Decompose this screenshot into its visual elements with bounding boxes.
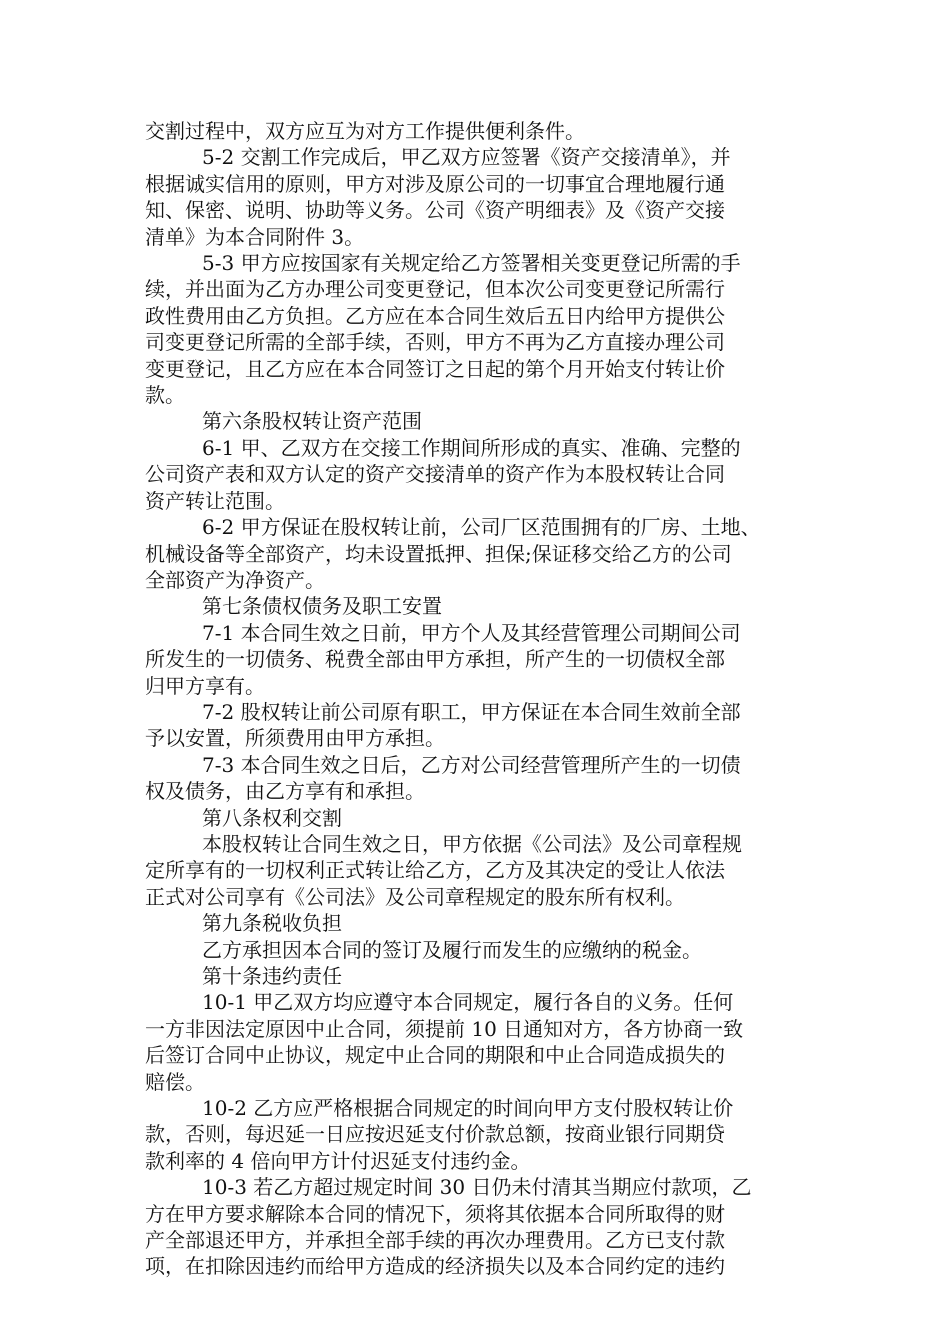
text-line: 款，否则，每迟延一日应按迟延支付价款总额，按商业银行同期贷 [145, 1122, 725, 1147]
text-line: 赔偿。 [145, 1069, 205, 1094]
paragraph [145, 620, 815, 699]
text-line: 清单》为本合同附件 3。 [145, 224, 365, 249]
text-line: 一方非因法定原因中止合同，须提前 10 日通知对方，各方协商一致 [145, 1016, 744, 1041]
text-line: 款利率的 4 倍向甲方计付迟延支付违约金。 [145, 1148, 531, 1173]
text-line: 乙方承担因本合同的签订及履行而发生的应缴纳的税金。 [202, 937, 702, 962]
text-line: 10-1 甲乙双方均应遵守本合同规定，履行各自的义务。任何 [202, 990, 734, 1015]
text-line: 予以安置，所须费用由甲方承担。 [145, 726, 445, 751]
paragraph [145, 989, 815, 1095]
text-line: 6-1 甲、乙双方在交接工作期间所形成的真实、准确、完整的 [202, 435, 741, 460]
text-line: 司变更登记所需的全部手续，否则，甲方不再为乙方直接办理公司 [145, 330, 725, 355]
document-body [145, 118, 815, 1280]
paragraph [145, 144, 815, 250]
paragraph [145, 1174, 815, 1280]
text-line: 政性费用由乙方负担。乙方应在本合同生效后五日内给甲方提供公 [145, 303, 725, 328]
text-line: 第六条股权转让资产范围 [202, 409, 422, 434]
text-line: 第九条税收负担 [202, 911, 342, 936]
text-line: 所发生的一切债务、税费全部由甲方承担，所产生的一切债权全部 [145, 647, 725, 672]
text-line: 根据诚实信用的原则，甲方对涉及原公司的一切事宜合理地履行通 [145, 171, 725, 196]
text-line: 第八条权利交割 [202, 805, 342, 830]
text-line: 方在甲方要求解除本合同的情况下，须将其依据本合同所取得的财 [145, 1201, 725, 1226]
text-line: 7-3 本合同生效之日后，乙方对公司经营管理所产生的一切债 [202, 752, 741, 777]
paragraph [145, 937, 815, 963]
text-line: 变更登记，且乙方应在本合同签订之日起的第个月开始支付转让价 [145, 356, 725, 381]
text-line: 7-2 股权转让前公司原有职工，甲方保证在本合同生效前全部 [202, 699, 741, 724]
text-line: 公司资产表和双方认定的资产交接清单的资产作为本股权转让合同 [145, 462, 725, 487]
paragraph [145, 831, 815, 910]
text-line: 全部资产为净资产。 [145, 567, 325, 592]
text-line: 6-2 甲方保证在股权转让前，公司厂区范围拥有的厂房、土地、 [202, 515, 761, 540]
text-line: 产全部退还甲方，并承担全部手续的再次办理费用。乙方已支付款 [145, 1228, 725, 1253]
text-line: 定所享有的一切权利正式转让给乙方，乙方及其决定的受让人依法 [145, 858, 725, 883]
paragraph [145, 1095, 815, 1174]
text-line: 后签订合同中止协议，规定中止合同的期限和中止合同造成损失的 [145, 1043, 725, 1068]
text-line: 交割过程中，双方应互为对方工作提供便利条件。 [145, 119, 585, 143]
paragraph [145, 408, 815, 434]
paragraph [145, 752, 815, 805]
text-line: 正式对公司享有《公司法》及公司章程规定的股东所有权利。 [145, 884, 685, 909]
text-line: 款。 [145, 383, 185, 408]
text-line: 10-2 乙方应严格根据合同规定的时间向甲方支付股权转让价 [202, 1096, 734, 1121]
paragraph [145, 699, 815, 752]
text-line: 知、保密、说明、协助等义务。公司《资产明细表》及《资产交接 [145, 198, 725, 223]
text-line: 第十条违约责任 [202, 964, 342, 988]
text-line: 10-3 若乙方超过规定时间 30 日仍未付清其当期应付款项，乙 [202, 1175, 752, 1200]
text-line: 权及债务，由乙方享有和承担。 [145, 779, 425, 804]
paragraph [145, 118, 815, 144]
text-line: 续，并出面为乙方办理公司变更登记，但本次公司变更登记所需行 [145, 277, 725, 302]
text-line: 5-3 甲方应按国家有关规定给乙方签署相关变更登记所需的手 [202, 251, 741, 276]
paragraph [145, 805, 815, 831]
paragraph [145, 250, 815, 408]
text-line: 7-1 本合同生效之日前，甲方个人及其经营管理公司期间公司 [202, 620, 741, 645]
text-line: 本股权转让合同生效之日，甲方依据《公司法》及公司章程规 [202, 831, 742, 856]
text-line: 项，在扣除因违约而给甲方造成的经济损失以及本合同约定的违约 [145, 1254, 725, 1279]
paragraph [145, 514, 815, 593]
text-line: 归甲方享有。 [145, 673, 265, 698]
text-line: 机械设备等全部资产，均未设置抵押、担保;保证移交给乙方的公司 [145, 541, 732, 566]
text-line: 第七条债权债务及职工安置 [202, 594, 442, 619]
paragraph [145, 435, 815, 514]
text-line: 5-2 交割工作完成后，甲乙双方应签署《资产交接清单》，并 [202, 145, 731, 170]
text-line: 资产转让范围。 [145, 488, 285, 513]
paragraph [145, 910, 815, 936]
paragraph [145, 963, 815, 989]
paragraph [145, 593, 815, 619]
